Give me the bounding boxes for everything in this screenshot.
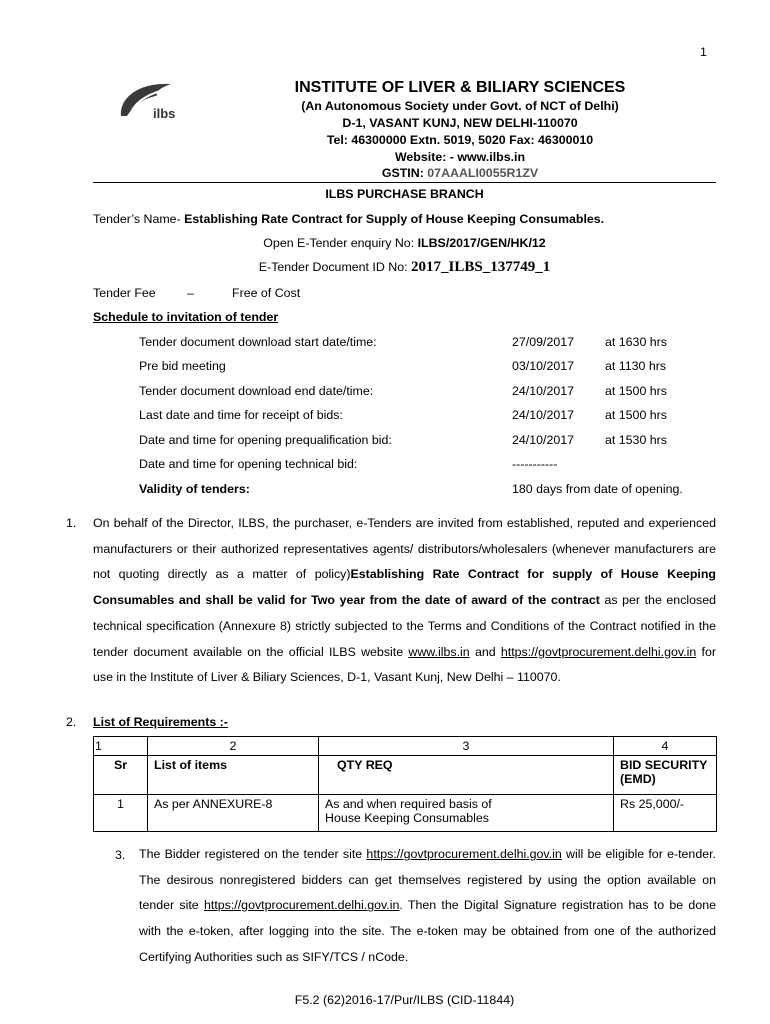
schedule-label: Date and time for opening technical bid: bbox=[139, 457, 358, 471]
gstin-label: GSTIN: bbox=[381, 166, 424, 180]
schedule-row bbox=[139, 433, 739, 453]
tender-fee-dash: – bbox=[187, 286, 194, 300]
schedule-time: at 1500 hrs bbox=[605, 408, 667, 422]
schedule-row bbox=[139, 384, 739, 404]
requirements-table bbox=[93, 736, 717, 832]
schedule-time: at 1500 hrs bbox=[605, 384, 667, 398]
tender-enquiry bbox=[93, 236, 716, 250]
schedule-date: 24/10/2017 bbox=[512, 408, 575, 422]
schedule-date: 24/10/2017 bbox=[512, 433, 575, 447]
gstin-value: 07AAALI0055R1ZV bbox=[427, 166, 539, 180]
schedule-date: 24/10/2017 bbox=[512, 384, 575, 398]
header-sr: Sr bbox=[94, 756, 148, 795]
para3-number: 3. bbox=[115, 848, 126, 862]
schedule-label: Tender document download start date/time: bbox=[139, 335, 377, 349]
doc-id-label: E-Tender Document ID No: bbox=[258, 260, 408, 274]
tender-doc-id bbox=[93, 259, 716, 276]
para1-text-bold: Establishing Rate Contract for supply of House Keeping Consumables and shall be valid for Two year from the date of award of the contract bbox=[93, 567, 716, 608]
schedule-date: 03/10/2017 bbox=[512, 359, 575, 373]
table-row bbox=[94, 795, 717, 832]
col-number: 3 bbox=[319, 737, 614, 756]
header-list-of-items: List of items bbox=[148, 756, 319, 795]
schedule-row bbox=[139, 457, 739, 477]
schedule-label: Last date and time for receipt of bids: bbox=[139, 408, 343, 422]
header-bid-security: BID SECURITY (EMD) bbox=[614, 756, 717, 795]
col-number: 2 bbox=[148, 737, 319, 756]
validity-value: 180 days from date of opening. bbox=[512, 482, 683, 496]
govtprocurement-link[interactable]: https://govtprocurement.delhi.gov.in bbox=[500, 644, 697, 659]
cell-item: As per ANNEXURE-8 bbox=[148, 795, 319, 832]
institute-title: INSTITUTE OF LIVER & BILIARY SCIENCES bbox=[294, 79, 626, 96]
para1-text-a: On behalf of the Director, ILBS, the purchaser, e-Tenders are invited from established, reputed and experienced manufacturers or their authorized representatives agents/ distributors/wholesalers (whenever manufacturers are not quoting directly as a matter of policy) bbox=[93, 516, 716, 582]
para3-text-b: will be eligible for e-tender. The desirous nonregistered bidders can get themselves registered by using the option available on tender site bbox=[139, 847, 716, 913]
schedule-time: at 1130 hrs bbox=[605, 359, 667, 373]
schedule-validity-row bbox=[139, 482, 739, 502]
para2-number: 2. bbox=[66, 715, 77, 729]
enquiry-value: ILBS/2017/GEN/HK/12 bbox=[417, 236, 546, 250]
para1-text bbox=[93, 511, 716, 691]
logo-text: ilbs bbox=[153, 106, 176, 121]
institute-subtitle: (An Autonomous Society under Govt. of NCT of Delhi) bbox=[301, 99, 619, 113]
branch-title: ILBS PURCHASE BRANCH bbox=[325, 187, 484, 201]
institute-address: D-1, VASANT KUNJ, NEW DELHI-110070 bbox=[342, 116, 578, 130]
header-rule bbox=[93, 182, 716, 183]
header-qty-req: QTY REQ bbox=[319, 756, 614, 795]
col-number: 1 bbox=[94, 737, 148, 756]
schedule-date: 27/09/2017 bbox=[512, 335, 575, 349]
schedule-row bbox=[139, 359, 739, 379]
cell-sr: 1 bbox=[94, 795, 148, 832]
table-col-number-row bbox=[94, 737, 717, 756]
page-number: 1 bbox=[700, 45, 707, 59]
schedule-row bbox=[139, 408, 739, 428]
gstin-line bbox=[160, 166, 760, 180]
requirements-heading: List of Requirements :- bbox=[93, 715, 228, 729]
validity-label: Validity of tenders: bbox=[139, 482, 250, 496]
tender-fee-label: Tender Fee bbox=[93, 286, 156, 300]
tender-fee-value: Free of Cost bbox=[232, 286, 301, 300]
schedule-heading: Schedule to invitation of tender bbox=[93, 310, 279, 324]
col-number: 4 bbox=[614, 737, 717, 756]
para3-text-c: . Then the Digital Signature registration has to be done with the e-token, after logging into the site. The e-token may be obtained from one of the authorized Certifying Authorities such as SIFY/TCS / nCode. bbox=[139, 898, 716, 964]
tender-name bbox=[93, 212, 604, 226]
govtprocurement-link[interactable]: https://govtprocurement.delhi.gov.in bbox=[203, 898, 400, 913]
schedule-label: Date and time for opening prequalification bid: bbox=[139, 433, 392, 447]
tender-name-label: Tender’s Name- bbox=[93, 212, 181, 226]
tender-name-value: Establishing Rate Contract for Supply of House Keeping Consumables. bbox=[184, 212, 605, 226]
institute-website: Website: - www.ilbs.in bbox=[394, 150, 526, 164]
document-footer: F5.2 (62)2016-17/Pur/ILBS (CID-11844) bbox=[294, 993, 515, 1007]
para3-text bbox=[139, 842, 716, 971]
doc-id-value: 2017_ILBS_137749_1 bbox=[411, 259, 551, 275]
para3-text-a: The Bidder registered on the tender site bbox=[139, 847, 367, 861]
para1-number: 1. bbox=[66, 516, 77, 530]
table-header-row bbox=[94, 756, 717, 795]
schedule-label: Pre bid meeting bbox=[139, 359, 226, 373]
govtprocurement-link[interactable]: https://govtprocurement.delhi.gov.in bbox=[366, 847, 562, 861]
schedule-label: Tender document download end date/time: bbox=[139, 384, 374, 398]
schedule-time: at 1530 hrs bbox=[605, 433, 667, 447]
schedule-time: at 1630 hrs bbox=[605, 335, 667, 349]
schedule-row bbox=[139, 335, 739, 355]
enquiry-label: Open E-Tender enquiry No: bbox=[263, 236, 415, 250]
cell-qty: As and when required basis of House Keeping Consumables bbox=[319, 795, 614, 832]
para1-text-b: as per the enclosed technical specification (Annexure 8) strictly subjected to the Terms and Conditions of the Contract notified in the tender document available on the official ILBS website bbox=[93, 593, 717, 659]
para1-text-c: and bbox=[469, 644, 501, 659]
para1-text-d: for use in the Institute of Liver & Biliary Sciences, D-1, Vasant Kunj, New Delhi – 110070. bbox=[93, 644, 717, 685]
cell-emd: Rs 25,000/- bbox=[614, 795, 717, 832]
institute-phone: Tel: 46300000 Extn. 5019, 5020 Fax: 46300010 bbox=[326, 133, 594, 147]
schedule-date: ----------- bbox=[512, 457, 558, 471]
ilbs-website-link[interactable]: www.ilbs.in bbox=[408, 644, 470, 659]
